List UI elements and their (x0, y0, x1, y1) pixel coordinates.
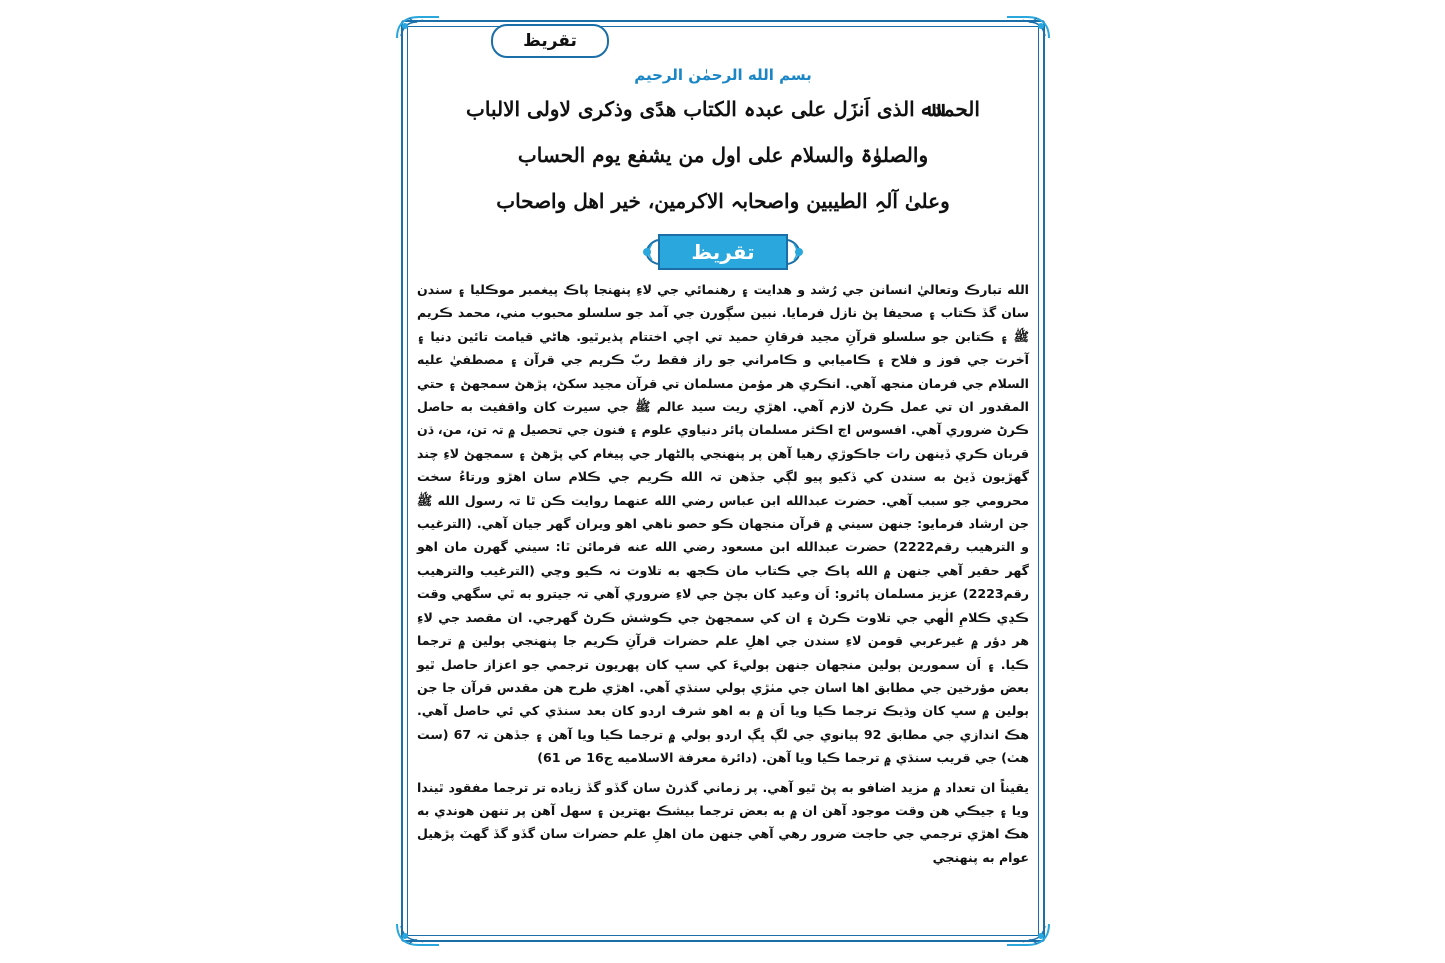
page-content (417, 62, 1029, 924)
hamd-line: الحمدﷲ الذی اَنزَل علی عبدہ الکتاب ھدًی وذکری لاولی الالباب (466, 97, 980, 121)
banner-wrapper (417, 232, 1029, 272)
banner-ornament-icon (638, 238, 660, 266)
banner-title: تقريظ (658, 234, 788, 270)
title-banner (638, 232, 808, 272)
corner-ornament-icon (395, 14, 441, 40)
corner-ornament-icon (1005, 922, 1051, 948)
document-page (395, 14, 1051, 948)
bismillah-heading: بسم الله الرحمٰن الرحيم (634, 66, 812, 84)
hamd-line: وعلیٰ آلہِ الطیبین واصحابہ الاکرمین، خیر اھل واصحاب (496, 189, 950, 213)
paragraph: الله تبارڪ وتعاليٰ انسانن جي رُشد و هدايت ۽ رهنمائي جي لاءِ پنهنجا پاڪ پيغمبر موڪليا ۽ سندن سان گڏ ڪتاب ۽ صحيفا پڻ نازل فرمايا. نبين سڳورن جي آمد جو سلسلو محبوب مني، محمد ڪريم ﷺ ۽ ڪتابن جو سلسلو قرآنِ مجيد فرقانِ حميد تي اچي اختتام پذيرٿيو. هاڻي قيامت تائين دنيا ۽ آخرت جي فوز و فلاح ۽ ڪاميابي و ڪامراني جو راز فقط ربّ ڪريم جي قرآن ۽ مصطفيٰ عليه السلام جي فرمان منجھ آهي. انڪري هر مؤمن مسلمان تي قرآن مجيد سکڻ، پڙهڻ سمجهڻ ۽ حتي المقدور ان تي عمل ڪرڻ لازم آهي. اهڙي ريت سيد عالم ﷺ جي سيرت کان واقفيت به حاصل ڪرڻ ضروري آهي. افسوس اڄ اڪثر مسلمان پائر دنياوي علوم ۽ فنون جي تحصيل ۾ تہ تن، من، ڌن قربان ڪري ڏينهن رات جاڪوڙي رهيا آهن پر پنهنجي پالڻهار جي پيغام کي پڙهڻ ۽ سمجهڻ لاءِ چند گھڙيون ڏيڻ به سندن کي ڏکيو پيو لڳي جڏهن تہ الله ڪريم جي ڪلام سان اهڙو ورتاءُ سخت محرومي جو سبب آهي. حضرت عبدالله ابن عباس رضي الله عنهما روايت ڪن ٿا تہ رسول الله ﷺ جن ارشاد فرمايو: جنهن سيني ۾ قرآن منجهان ڪو حصو ناهي اهو ويران گھر جيان آهي. (الترغيب و الترهيب رقم2222) حضرت عبدالله ابن مسعود رضي الله عنه فرمائن ٿا: سيني گھرن مان اهو گھر حقير آهي جنهن ۾ الله پاڪ جي ڪتاب مان ڪجھ به تلاوت نہ ڪيو وڃي (الترغيب والترهيب رقم2223) عزيز مسلمان پائرو: اَن وعيد کان بچڻ جي لاءِ ضروري آهي تہ جيترو به ٿي سگهي وقت ڪڍي ڪلامِ الٰهي جي تلاوت ڪرڻ ۽ ان کي سمجهڻ جي ڪوشش ڪرڻ گھرجي. ان مقصد جي لاءِ هر دؤر ۾ غيرعربي قومن لاءِ سندن جي اهلِ علم حضرات قرآنِ ڪريم جا پنهنجي ٻولين ۾ ترجما ڪيا. ۽ اَن سمورين ٻولين منجهان جنهن ٻوليءَ کي سڀ کان پهريون ترجمي جو اعزاز حاصل ٿيو بعض مؤرخين جي مطابق اها اسان جي مٺڙي ٻولي سنڌي آهي. اهڙي طرح هن مقدس قرآن جا جن ٻولين ۾ سڀ کان وڌيڪ ترجما ڪيا ويا اَن ۾ به اهو شرف اردو کان بعد سنڌي کي ئي حاصل آهي. هڪ اندازي جي مطابق 92 ٻيانوي جي لڳ ڀڳ اردو ٻولي ۾ ترجما ڪيا ويا آهن ۽ جڏهن تہ 67 (ست هٺ) جي قريب سنڌي ۾ ترجما ڪيا ويا آهن. (دائرة معرفة الاسلاميه ج16 ص 61) (417, 282, 1029, 766)
section-title-tab: تقريظ (491, 24, 609, 58)
body-text (417, 278, 1029, 869)
corner-ornament-icon (1005, 14, 1051, 40)
corner-ornament-icon (395, 922, 441, 948)
hamd-line: والصلوٰۃ والسلام علی اول من یشفع یوم الحساب (517, 143, 929, 167)
banner-ornament-icon (786, 238, 808, 266)
hamd-block (417, 86, 1029, 224)
paragraph: يقيناً ان تعداد ۾ مزيد اضافو به پڻ ٿيو آهي. پر زماني گذرڻ سان گڏو گڏ زياده تر ترجما مفقود ٿيندا ويا ۽ جيڪي هن وقت موجود آهن ان ۾ به بعض ترجما بيشڪ بهترين ۽ سهل آهن پر تنهن هوندي به هڪ اهڙي ترجمي جي حاجت ضرور رهي آهي جنهن مان اهلِ علم حضرات سان گڏو گڏ گهٽ پڙهيل عوام به پنهنجي (417, 779, 1029, 865)
